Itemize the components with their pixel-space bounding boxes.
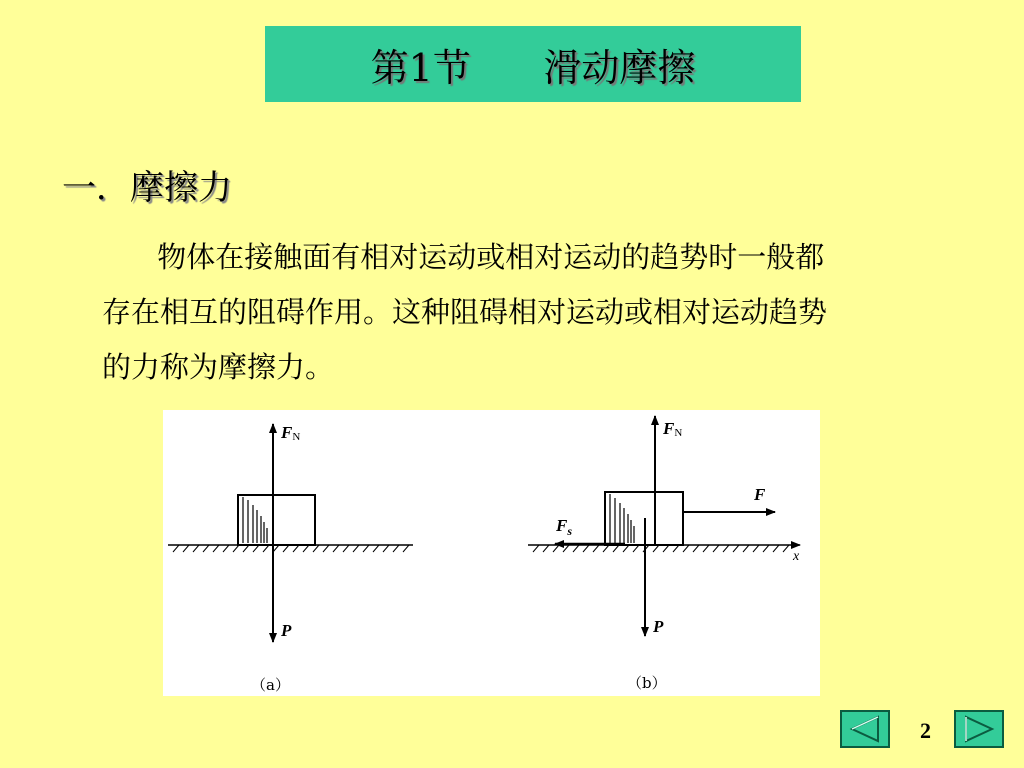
caption-a: （a） bbox=[251, 676, 290, 694]
prev-slide-button[interactable] bbox=[840, 710, 890, 748]
triangle-right-icon bbox=[956, 712, 1002, 746]
label-p-a: P bbox=[281, 621, 292, 640]
caption-b: （b） bbox=[627, 674, 667, 692]
label-fn-b: FN bbox=[663, 419, 683, 439]
slide-title bbox=[265, 26, 801, 102]
triangle-left-icon bbox=[842, 712, 888, 746]
slide-title-text: 第1节 滑动摩擦 bbox=[370, 45, 696, 90]
paragraph-line: 存在相互的阻碍作用。这种阻碍相对运动或相对运动趋势 bbox=[102, 295, 828, 329]
ground-b bbox=[528, 545, 800, 552]
page-number: 2 bbox=[920, 718, 931, 743]
ground-a bbox=[168, 545, 413, 552]
section-heading: 一．摩擦力 bbox=[62, 168, 232, 208]
paragraph-line: 的力称为摩擦力。 bbox=[102, 350, 335, 384]
diagram-a bbox=[168, 423, 413, 694]
diagram-b bbox=[528, 416, 800, 692]
label-fn-a: FN bbox=[281, 423, 301, 443]
label-axis-x: x bbox=[793, 549, 800, 564]
label-fs-b: $F_s$ bbox=[556, 516, 573, 538]
block-a bbox=[238, 495, 315, 545]
label-f-b: F bbox=[754, 485, 766, 504]
body-paragraph bbox=[102, 230, 982, 395]
paragraph-line: 物体在接触面有相对运动或相对运动的趋势时一般都 bbox=[102, 240, 825, 274]
next-slide-button[interactable] bbox=[954, 710, 1004, 748]
label-p-b: P bbox=[653, 617, 664, 636]
friction-figure bbox=[163, 410, 820, 696]
